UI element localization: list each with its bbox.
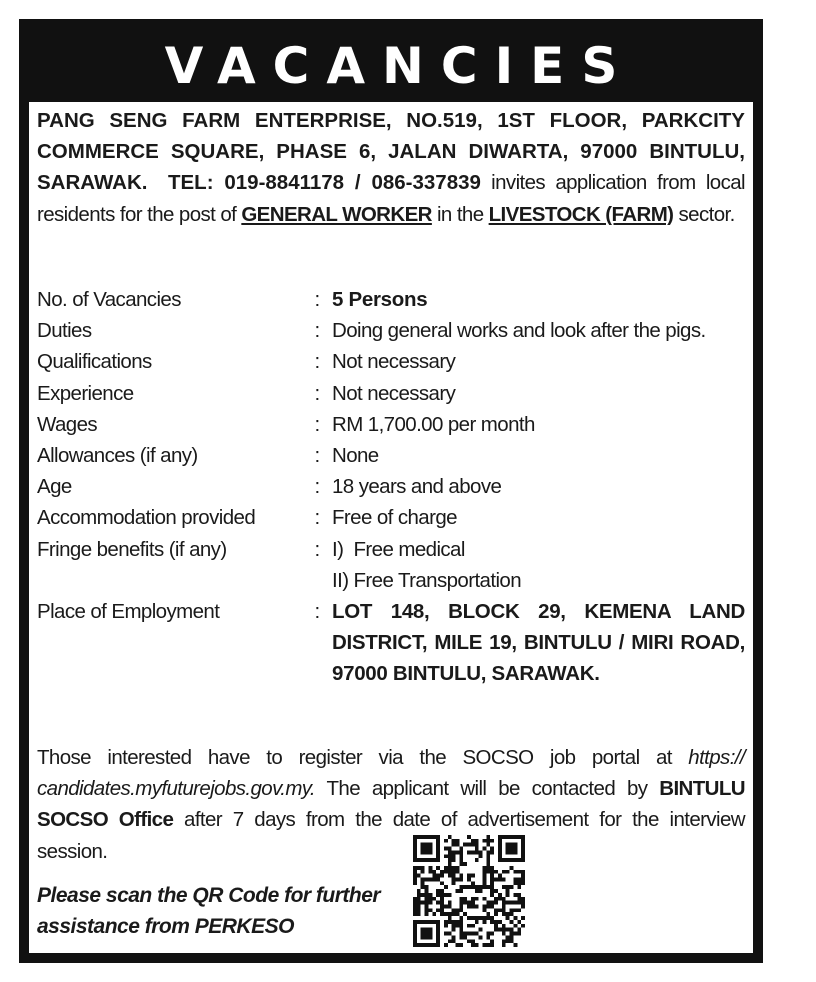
qr-code-icon [413,835,525,947]
fringe-benefit-2: II) Free Transportation [332,568,522,592]
detail-value: 5 Persons [332,288,428,311]
ad-title: VACANCIES [164,36,635,95]
detail-label: No. of Vacancies [37,288,181,311]
detail-colon: : [314,444,320,468]
scan-instruction: Please scan the QR Code for further assistance from PERKESO [37,884,381,938]
detail-label: Place of Employment [37,600,220,624]
sector-name: LIVESTOCK (FARM) [488,202,674,226]
detail-value: Free of charge [332,506,457,530]
detail-row-fringe-benefits [37,534,745,596]
detail-label: Experience [37,381,134,405]
detail-row-place [37,596,745,690]
detail-row-age [37,471,745,502]
employer-phone: TEL: 019-8841178 / 086-337839 [167,171,481,195]
intro-text-3: sector. [673,202,735,226]
detail-label: Duties [37,319,92,343]
detail-value: Not necessary [332,381,456,405]
detail-label: Fringe benefits (if any) [37,537,227,561]
detail-label: Age [37,475,72,499]
detail-label: Wages [37,412,98,436]
detail-row-allowances [37,440,745,471]
portal-url: https:// candidates.myfuturejobs.gov.my. [37,746,745,801]
detail-row-vacancies [37,284,745,315]
detail-colon: : [314,537,320,561]
detail-row-duties [37,315,745,346]
detail-value: Doing general works and look after the pigs. [332,319,706,343]
detail-value: 18 years and above [332,475,502,499]
detail-value: Not necessary [332,350,456,374]
closing-text-1: Those interested have to register via the SOCSO job portal at [37,746,689,769]
detail-colon: : [314,350,320,374]
closing-paragraph [37,742,745,867]
detail-label: Allowances (if any) [37,444,198,468]
socso-office: BINTULU SOCSO Office [37,777,745,832]
detail-label: Qualifications [37,350,152,374]
closing-text-2: The applicant will be contacted by [315,777,660,801]
detail-colon: : [314,288,320,311]
vacancy-advertisement [19,19,763,963]
detail-row-accommodation [37,502,745,533]
employer-address: PANG SENG FARM ENTERPRISE, NO.519, 1ST FLOOR, PARKCITY COMMERCE SQUARE, PHASE 6, JALAN DIWARTA, 97000 BINTULU, SARAWAK. [37,109,745,195]
detail-colon: : [314,381,320,405]
detail-colon: : [314,506,320,530]
detail-colon: : [314,412,320,436]
detail-colon: : [314,319,320,343]
intro-text-2: in the [431,202,489,226]
detail-colon: : [314,475,320,499]
detail-value: LOT 148, BLOCK 29, KEMENA LAND DISTRICT, MILE 19, BINTULU / MIRI ROAD, 97000 BINTULU, SARAWAK. [332,600,745,686]
detail-value: None [332,444,379,468]
intro-paragraph [37,105,745,230]
detail-row-qualifications [37,346,745,377]
header-banner [29,29,753,102]
closing-text-3: after 7 days from the date of advertisement for the interview session. [37,808,746,863]
detail-label: Accommodation provided [37,506,256,530]
fringe-benefit-1: I) Free medical [332,537,465,561]
detail-row-experience [37,378,745,409]
detail-value: RM 1,700.00 per month [332,412,535,436]
detail-value [332,534,745,596]
intro-text-1: invites application from local residents for the post of [37,171,745,226]
detail-colon: : [314,600,320,624]
job-details [37,284,745,690]
detail-row-wages [37,409,745,440]
post-title: GENERAL WORKER [241,202,432,226]
